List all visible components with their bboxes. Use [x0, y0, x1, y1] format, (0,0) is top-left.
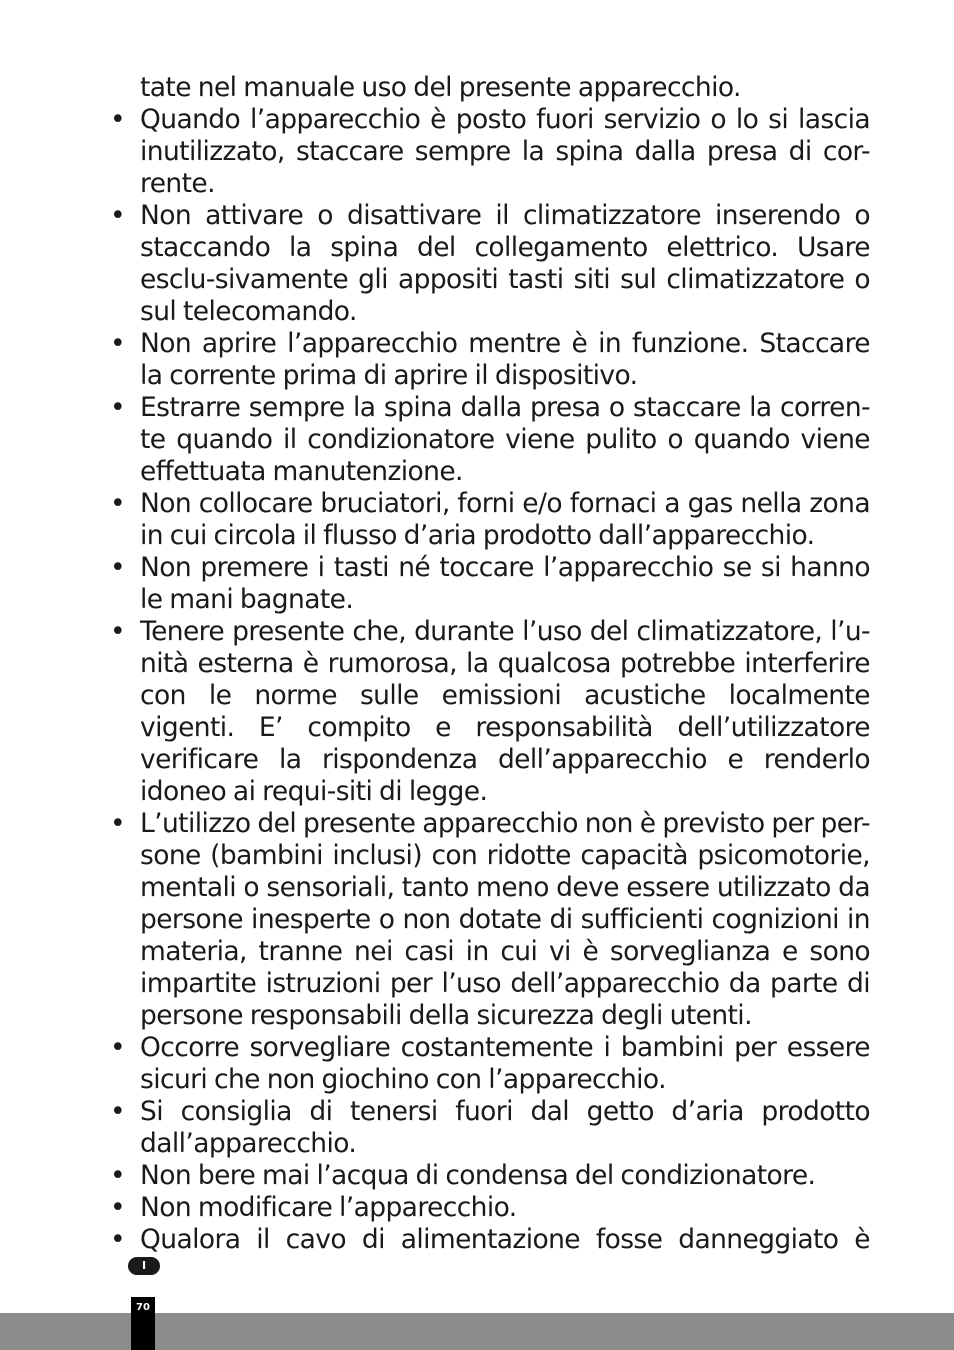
- list-item-text: Non attivare o disattivare il climatizzatore inserendo o staccando la spina del collegamento elettrico. Usare esclu-sivamente gli appositi tasti siti sul climatizzatore o sul telecomando.: [140, 200, 870, 327]
- list-item-text: Non modificare l’apparecchio.: [140, 1192, 517, 1223]
- bullet-icon: •: [110, 808, 126, 839]
- list-item-text: Non bere mai l’acqua di condensa del condizionatore.: [140, 1160, 816, 1191]
- bullet-icon: •: [110, 488, 126, 519]
- bullet-icon: •: [110, 392, 126, 423]
- continuation-paragraph: tate nel manuale uso del presente apparecchio.: [140, 72, 741, 103]
- list-item-text: Occorre sorvegliare costantemente i bambini per essere sicuri che non giochino con l’apparecchio.: [140, 1032, 870, 1095]
- page-number: 70: [136, 1302, 150, 1313]
- bullet-icon: •: [110, 1224, 126, 1255]
- list-item: [108, 104, 870, 200]
- safety-bullet-list: [108, 104, 870, 1256]
- list-item: [108, 1096, 870, 1160]
- bullet-icon: •: [110, 328, 126, 359]
- list-item-text: Tenere presente che, durante l’uso del climatizzatore, l’u-nità esterna è rumorosa, la qualcosa potrebbe interferire con le norme sulle emissioni acustiche localmente vigenti. E’ compito e responsabilità dell’utilizzatore verificare la rispondenza dell’apparecchio e renderlo idoneo ai requi-siti di legge.: [140, 616, 870, 807]
- list-item-text: Qualora il cavo di alimentazione fosse danneggiato è: [140, 1224, 870, 1255]
- bullet-icon: •: [110, 1096, 126, 1127]
- bullet-icon: •: [110, 552, 126, 583]
- list-item-text: L’utilizzo del presente apparecchio non è previsto per per-sone (bambini inclusi) con ridotte capacità psicomotorie, mentali o sensoriali, tanto meno deve essere utilizzato da persone inesperte o non dotate di sufficienti cognizioni in materia, tranne nei casi in cui vi è sorveglianza e sono impartite istruzioni per l’uso dell’apparecchio da parte di persone responsabili della sicurezza degli utenti.: [140, 808, 870, 1031]
- list-item: [108, 200, 870, 328]
- list-item: [108, 616, 870, 808]
- list-item: [108, 808, 870, 1032]
- list-item: [108, 552, 870, 616]
- bullet-icon: •: [110, 200, 126, 231]
- safety-instructions-text: [108, 72, 870, 1256]
- list-item: [108, 488, 870, 552]
- bullet-icon: •: [110, 104, 126, 135]
- list-item-text: Non collocare bruciatori, forni e/o fornaci a gas nella zona in cui circola il flusso d’aria prodotto dall’apparecchio.: [140, 488, 870, 551]
- list-item: [108, 1032, 870, 1096]
- list-item-text: Estrarre sempre la spina dalla presa o staccare la corren-te quando il condizionatore viene pulito o quando viene effettuata manutenzione.: [140, 392, 870, 487]
- list-item: [108, 1160, 870, 1192]
- list-item-text: Quando l’apparecchio è posto fuori servizio o lo si lascia inutilizzato, staccare sempre la spina dalla presa di cor-rente.: [140, 104, 870, 199]
- list-item: [108, 392, 870, 488]
- bullet-icon: •: [110, 1032, 126, 1063]
- page-number-tab: [131, 1297, 155, 1350]
- language-badge: I: [128, 1257, 160, 1275]
- bullet-icon: •: [110, 1160, 126, 1191]
- list-item: [108, 1192, 870, 1224]
- list-item-text: Si consiglia di tenersi fuori dal getto d’aria prodotto dall’apparecchio.: [140, 1096, 870, 1159]
- list-item: [108, 328, 870, 392]
- list-item: [108, 1224, 870, 1256]
- list-item-text: Non aprire l’apparecchio mentre è in funzione. Staccare la corrente prima di aprire il dispositivo.: [140, 328, 870, 391]
- bullet-icon: •: [110, 616, 126, 647]
- list-item-text: Non premere i tasti né toccare l’apparecchio se si hanno le mani bagnate.: [140, 552, 870, 615]
- bullet-icon: •: [110, 1192, 126, 1223]
